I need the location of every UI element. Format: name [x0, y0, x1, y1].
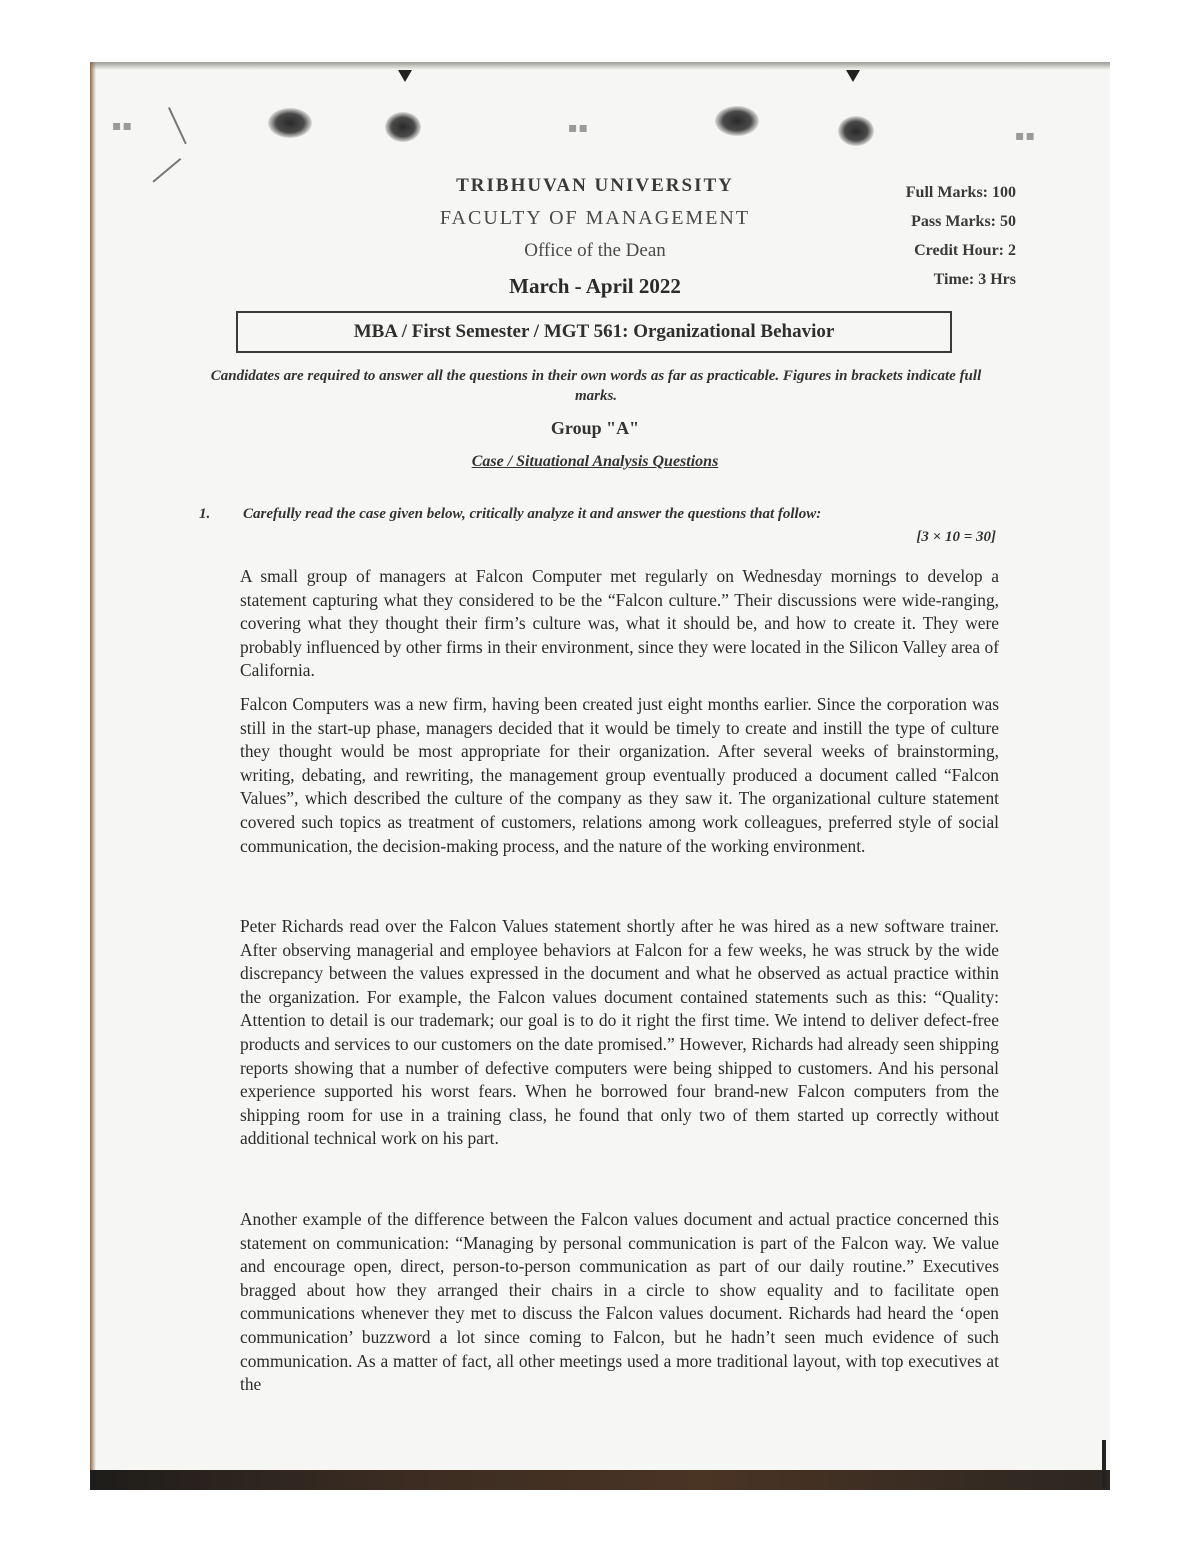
exam-time: Time: 3 Hrs	[933, 271, 1016, 288]
case-paragraph: A small group of managers at Falcon Computer met regularly on Wednesday mornings to develop a statement capturing what they considered to be the “Falcon culture.” Their discussions were wide-ranging, covering what they thought their firm’s culture was, what it should be, and how to create it. They were probably influenced by other firms in their environment, since they were located in the Silicon Valley area of California.	[240, 566, 999, 681]
bleed-through-mark: ▪▪	[1015, 128, 1036, 144]
ink-blot-mark	[838, 116, 874, 146]
question-prompt: Carefully read the case given below, critically analyze it and answer the questions that follow:	[243, 506, 822, 522]
page-left-shadow	[90, 62, 96, 1490]
credit-hour: Credit Hour: 2	[914, 242, 1016, 259]
bleed-through-mark: ▪▪	[112, 118, 133, 134]
case-paragraph: Falcon Computers was a new firm, having been created just eight months earlier. Since the corporation was still in the start-up phase, managers decided that it would be timely to create and instill the type of culture they thought would be most appropriate for their organization. After several weeks of brainstorming, writing, debating, and rewriting, the management group eventually produced a document called “Falcon Values”, which described the culture of the company as they saw it. The organizational culture statement covered such topics as treatment of customers, relations among work colleagues, preferred style of social communication, the decision-making process, and the nature of the working environment.	[240, 694, 999, 856]
subject-title: MBA / First Semester / MGT 561: Organizational Behavior	[353, 321, 835, 342]
subject-title-box	[236, 311, 952, 353]
ink-blot-mark	[385, 112, 421, 142]
page-top-shadow	[90, 62, 1110, 70]
page-corner-mark	[1102, 1440, 1106, 1488]
full-marks: Full Marks: 100	[905, 184, 1016, 201]
question-marks: [3 × 10 = 30]	[916, 529, 996, 545]
ink-blot-mark	[715, 106, 759, 136]
group-heading: Group "A"	[550, 418, 640, 438]
pass-marks: Pass Marks: 50	[911, 213, 1016, 230]
binding-mark	[398, 70, 412, 82]
exam-session: March - April 2022	[509, 274, 681, 298]
page-bottom-shadow	[90, 1470, 1110, 1490]
faculty-name: FACULTY OF MANAGEMENT	[439, 207, 751, 229]
ink-blot-mark	[268, 108, 312, 138]
question-number: 1.	[199, 506, 211, 522]
section-title: Case / Situational Analysis Questions	[471, 453, 719, 470]
university-name: TRIBHUVAN UNIVERSITY	[456, 175, 734, 196]
case-paragraph: Peter Richards read over the Falcon Values statement shortly after he was hired as a new software trainer. After observing managerial and employee behaviors at Falcon for a few weeks, he was struck by the wide discrepancy between the values expressed in the document and what he observed as actual practice within the organization. For example, the Falcon values document contained statements such as this: “Quality: Attention to detail is our trademark; our goal is to do it right the first time. We intend to deliver defect-free products and services to our customers on the date promised.” However, Richards had already seen shipping reports showing that a number of defective computers were being shipped to customers. And his personal experience supported his worst fears. When he borrowed four brand-new Falcon computers from the shipping room for use in a training class, he found that only two of them started up correctly without additional technical work on his part.	[240, 916, 999, 1149]
case-paragraph: Another example of the difference between the Falcon values document and actual practice concerned this statement on communication: “Managing by personal communication is part of the Falcon way. We value and encourage open, direct, person-to-person communication as part of our daily routine.” Executives bragged about how they arranged their chairs in a circle to show equality and to facilitate open communications whenever they met to discuss the Falcon values document. Richards had heard the ‘open communication’ buzzword a lot since coming to Falcon, but he hadn’t seen much evidence of such communication. As a matter of fact, all other meetings used a more traditional layout, with top executives at the	[240, 1209, 999, 1395]
office-name: Office of the Dean	[524, 240, 666, 261]
binding-mark	[846, 70, 860, 82]
exam-instructions: Candidates are required to answer all the questions in their own words as far as practicable. Figures in brackets indicate full marks.	[210, 368, 982, 404]
bleed-through-mark: ▪▪	[568, 120, 589, 136]
